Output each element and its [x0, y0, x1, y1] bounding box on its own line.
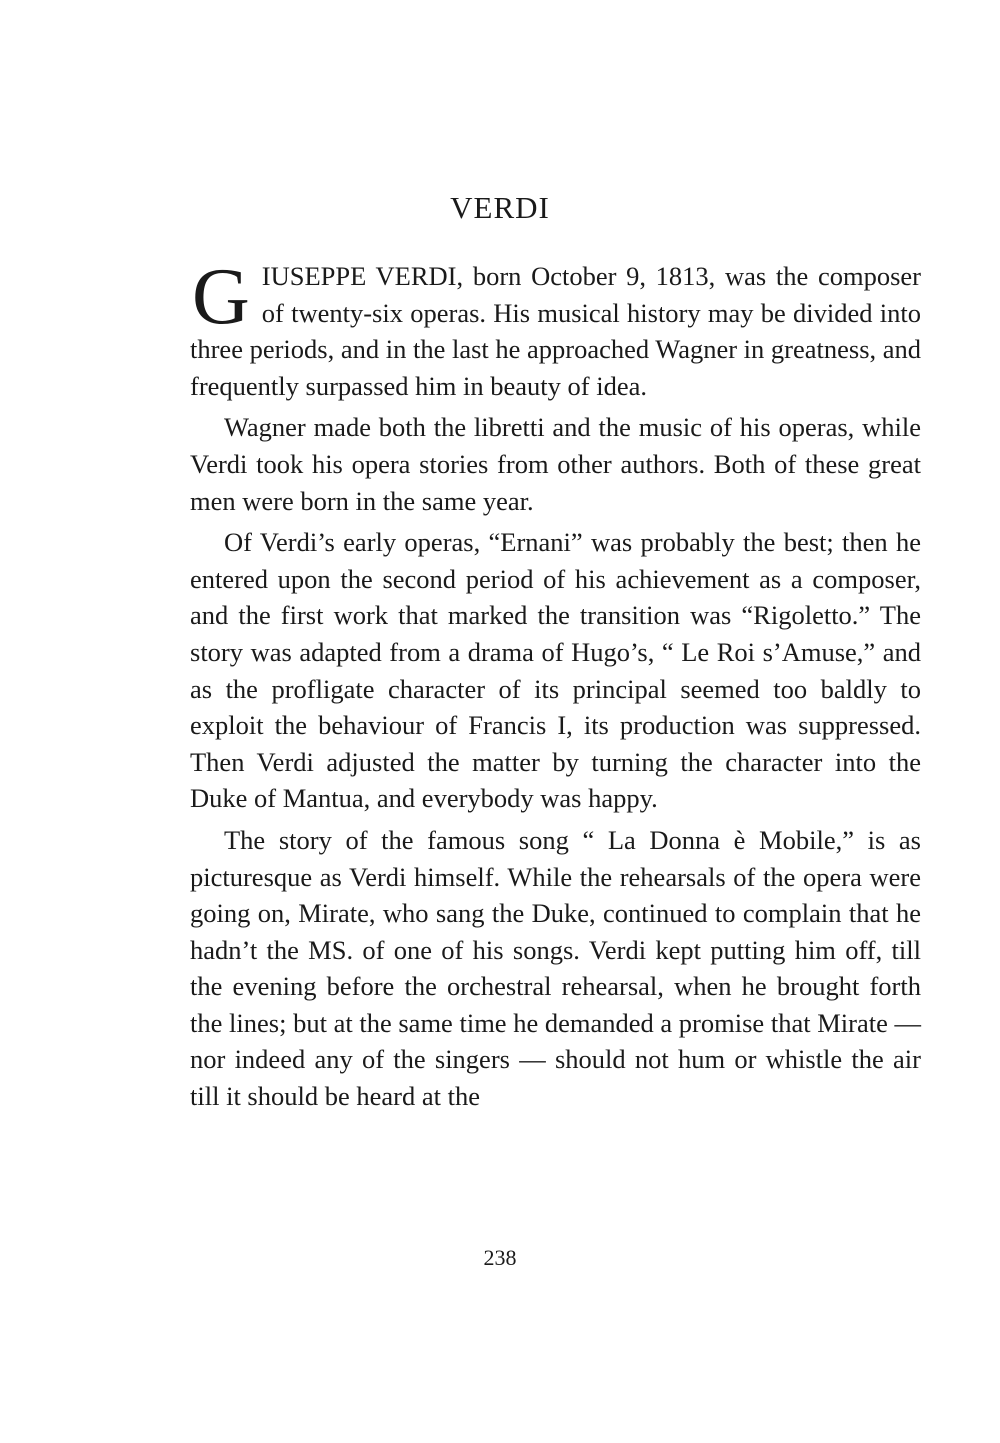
body-text: [190, 253, 922, 1120]
paragraph-2: Wagner made both the libretti and the music of his operas, while Verdi took his opera stories from other authors. Both of these great men were born in the same year.: [190, 412, 921, 516]
drop-cap: G: [192, 253, 250, 341]
paragraph-4: The story of the famous song “ La Donna è Mobile,” is as picturesque as Verdi himself. While the rehearsals of the opera were going on, Mirate, who sang the Duke, continued to complain that he hadn’t the MS. of one of his songs. Verdi kept putting him off, till the evening before the orchestral rehearsal, when he brought forth the lines; but at the same time he demanded a promise that Mirate — nor indeed any of the singers — should not hum or whistle the air till it should be heard at the: [190, 824, 921, 1112]
paragraph-1-text: IUSEPPE VERDI, born October 9, 1813, was the composer of twenty-six operas. His musical history may be divided into three periods, and in the last he approached Wagner in greatness, and frequently surpassed him in beauty of idea.: [190, 261, 922, 401]
chapter-title: VERDI: [450, 190, 550, 225]
paragraph-3: Of Verdi’s early operas, “Ernani” was probably the best; then he entered upon the second period of his achievement as a composer, and the first work that marked the transition was “Rigoletto.” The story was adapted from a drama of Hugo’s, “ Le Roi s’Amuse,” and as the profligate character of its principal seemed too baldly to exploit the behaviour of Francis I, its production was suppressed. Then Verdi adjusted the matter by turning the character into the Duke of Mantua, and everybody was happy.: [190, 527, 921, 814]
paragraph-1: [190, 253, 922, 404]
page-number: 238: [483, 1245, 517, 1270]
